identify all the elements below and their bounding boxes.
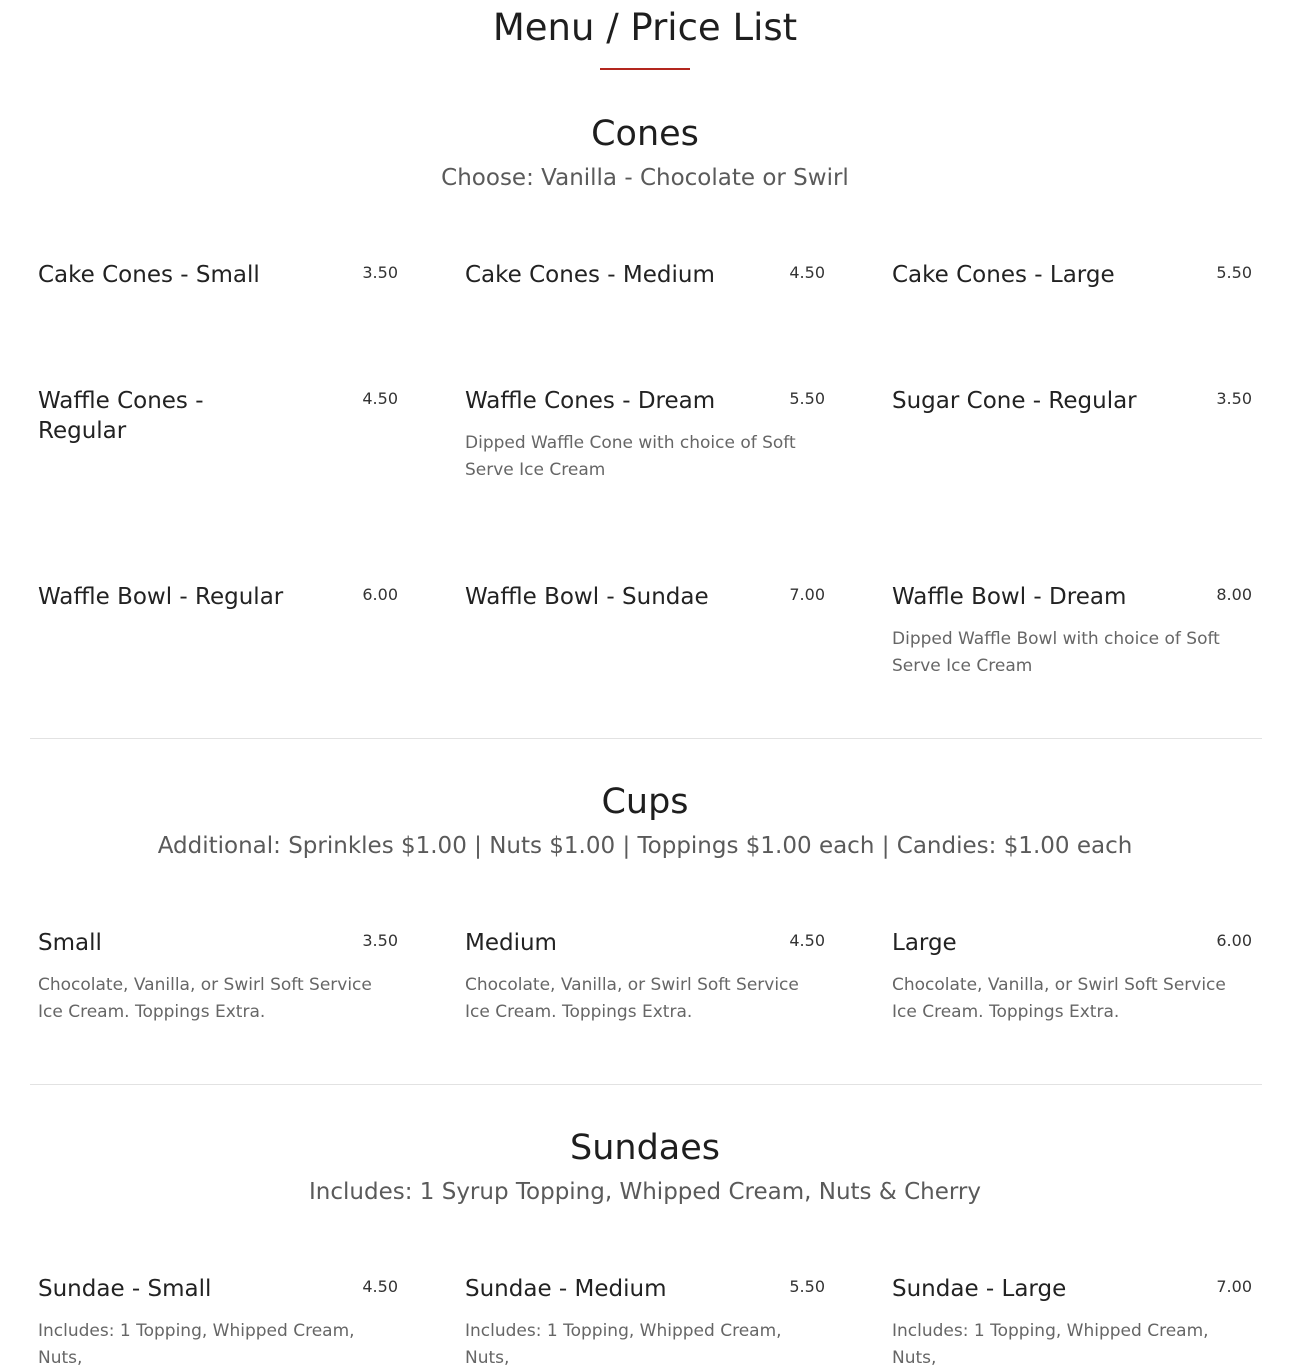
- menu-item-name: Waffle Cones - Dream: [465, 388, 716, 414]
- section-title-cups: Cups: [601, 782, 689, 822]
- menu-item-price: 5.50: [789, 389, 825, 408]
- menu-item-price: 5.50: [789, 1277, 825, 1296]
- title-accent-rule: [600, 68, 690, 70]
- menu-item-name: Waffle Cones - Regular: [38, 388, 204, 444]
- menu-item-name: Cake Cones - Small: [38, 262, 260, 288]
- menu-item-description: Dipped Waffle Bowl with choice of Soft Serve Ice Cream: [892, 629, 1220, 676]
- section-subtitle-cones: Choose: Vanilla - Chocolate or Swirl: [441, 165, 849, 191]
- menu-item-name: Cake Cones - Large: [892, 262, 1115, 288]
- menu-item-price: 7.00: [1216, 1277, 1252, 1296]
- menu-item-name: Waffle Bowl - Dream: [892, 584, 1127, 610]
- menu-item-price: 3.50: [362, 931, 398, 950]
- section-divider: [30, 1084, 1262, 1085]
- menu-item-name: Small: [38, 930, 102, 956]
- menu-item-name: Medium: [465, 930, 557, 956]
- menu-item-name: Sundae - Medium: [465, 1276, 667, 1302]
- menu-item-price: 6.00: [362, 585, 398, 604]
- menu-item-description: Includes: 1 Topping, Whipped Cream, Nuts,: [892, 1321, 1209, 1368]
- menu-item-description: Chocolate, Vanilla, or Swirl Soft Service Ice Cream. Toppings Extra.: [38, 975, 372, 1022]
- menu-item-price: 7.00: [789, 585, 825, 604]
- section-subtitle-sundaes: Includes: 1 Syrup Topping, Whipped Cream, Nuts & Cherry: [309, 1179, 981, 1205]
- menu-item-price: 4.50: [789, 263, 825, 282]
- menu-item-name: Sundae - Small: [38, 1276, 212, 1302]
- section-divider: [30, 738, 1262, 739]
- menu-item-description: Chocolate, Vanilla, or Swirl Soft Service Ice Cream. Toppings Extra.: [892, 975, 1226, 1022]
- menu-item-price: 4.50: [362, 1277, 398, 1296]
- menu-item-description: Chocolate, Vanilla, or Swirl Soft Service Ice Cream. Toppings Extra.: [465, 975, 799, 1022]
- menu-item-price: 8.00: [1216, 585, 1252, 604]
- menu-item-name: Waffle Bowl - Regular: [38, 584, 284, 610]
- section-title-sundaes: Sundaes: [569, 1128, 720, 1168]
- menu-item-price: 3.50: [362, 263, 398, 282]
- menu-item-name: Cake Cones - Medium: [465, 262, 715, 288]
- section-title-cones: Cones: [591, 114, 699, 154]
- menu-item-description: Dipped Waffle Cone with choice of Soft Serve Ice Cream: [465, 433, 796, 480]
- menu-item-description: Includes: 1 Topping, Whipped Cream, Nuts,: [38, 1321, 355, 1368]
- menu-item-description: Includes: 1 Topping, Whipped Cream, Nuts,: [465, 1321, 782, 1368]
- page-title: Menu / Price List: [492, 6, 798, 49]
- section-subtitle-cups: Additional: Sprinkles $1.00 | Nuts $1.00 | Toppings $1.00 each | Candies: $1.00 each: [157, 833, 1133, 859]
- menu-item-price: 3.50: [1216, 389, 1252, 408]
- menu-item-name: Sundae - Large: [892, 1276, 1067, 1302]
- menu-item-price: 5.50: [1216, 263, 1252, 282]
- menu-item-price: 4.50: [789, 931, 825, 950]
- menu-item-name: Sugar Cone - Regular: [892, 388, 1137, 414]
- menu-item-name: Large: [892, 930, 957, 956]
- menu-item-name: Waffle Bowl - Sundae: [465, 584, 709, 610]
- menu-item-price: 4.50: [362, 389, 398, 408]
- menu-item-price: 6.00: [1216, 931, 1252, 950]
